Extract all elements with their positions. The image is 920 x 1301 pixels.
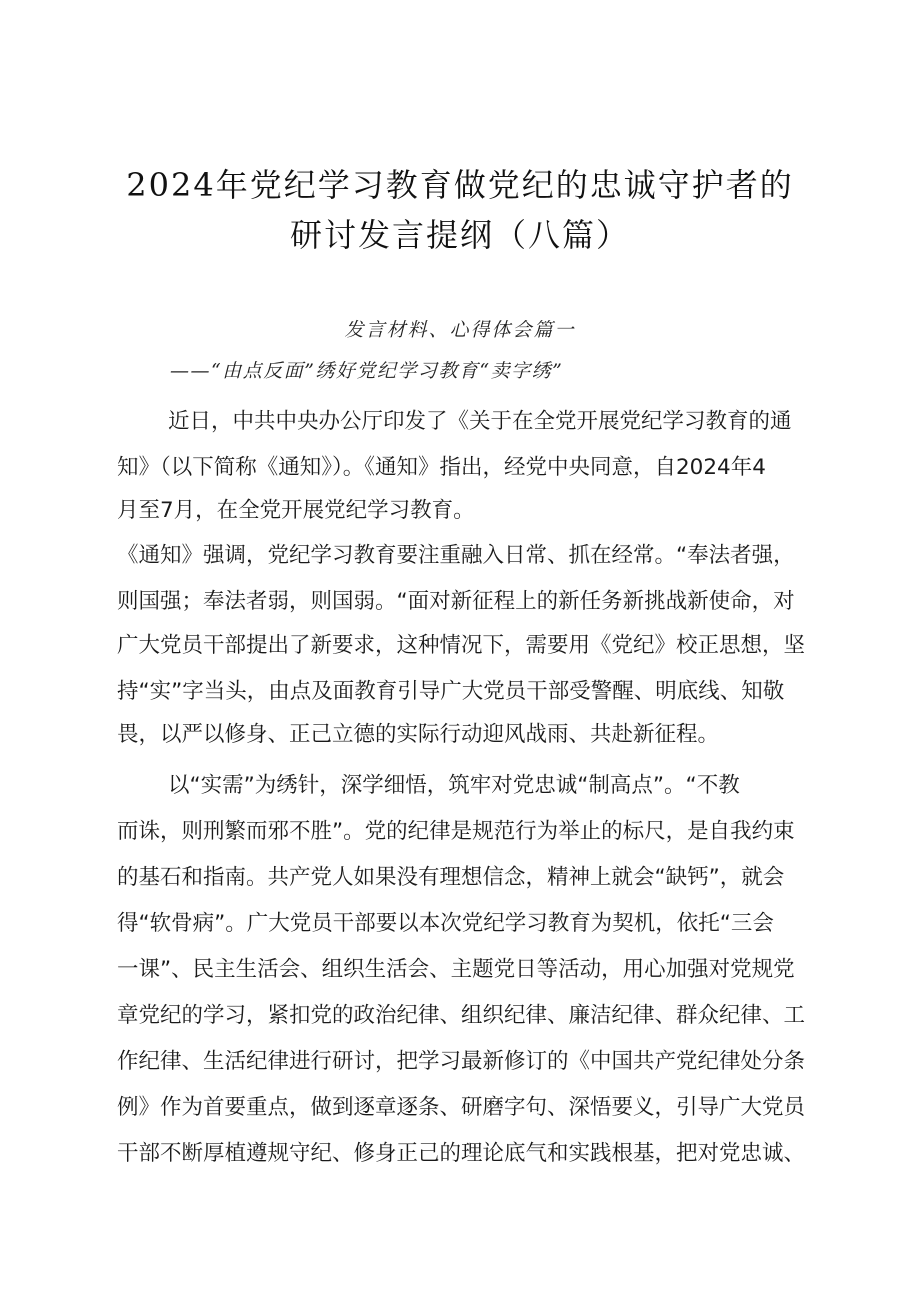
body-line: 例》作为首要重点，做到逐章逐条、研磨字句、深悟要义，引导广大党员: [117, 1095, 806, 1120]
body-line: 持“实”字当头，由点及面教育引导广大党员干部受警醒、明底线、知敬: [117, 679, 785, 704]
document-title-line-1: 2024年党纪学习教育做党纪的忠诚守护者的: [126, 166, 794, 204]
body-line: 则国强；奉法者弱，则国弱。“面对新征程上的新任务新挑战新使命，对: [117, 589, 795, 614]
body-line: 一课”、民主生活会、组织生活会、主题党日等活动，用心加强对党规党: [117, 957, 795, 982]
body-line: 而诛，则刑繁而邪不胜”。党的纪律是规范行为举止的标尺，是自我约束: [117, 819, 795, 844]
body-line: 月至7月，在全党开展党纪学习教育。: [117, 498, 475, 523]
body-line: 得“软骨病”。广大党员干部要以本次党纪学习教育为契机，依托“三会: [117, 911, 774, 936]
section-heading: 发言材料、心得体会篇一: [344, 319, 576, 341]
document-title-line-2: 研讨发言提纲（八篇）: [289, 216, 630, 254]
body-line: 知》（以下简称《通知》）。《通知》指出，经党中央同意，自2024年4: [117, 455, 766, 480]
body-line: 畏，以严以修身、正己立德的实际行动迎风战雨、共赴新征程。: [117, 722, 720, 747]
body-line: 作纪律、生活纪律进行研讨，把学习最新修订的《中国共产党纪律处分条: [117, 1049, 806, 1074]
section-subtitle: ——“由点反面”绣好党纪学习教育“卖字绣”: [170, 360, 564, 382]
body-line: 《通知》强调，党纪学习教育要注重融入日常、抓在经常。“奉法者强，: [117, 543, 795, 568]
body-line: 的基石和指南。共产党人如果没有理想信念，精神上就会“缺钙”，就会: [117, 865, 785, 890]
body-line: 章党纪的学习，紧扣党的政治纪律、组织纪律、廉洁纪律、群众纪律、工: [117, 1003, 806, 1028]
body-line: 干部不断厚植遵规守纪、修身正己的理论底气和实践根基，把对党忠诚、: [117, 1141, 806, 1166]
body-line: 以“实需”为绣针，深学细悟，筑牢对党忠诚“制高点”。“不教: [168, 773, 740, 798]
body-line: 广大党员干部提出了新要求，这种情况下，需要用《党纪》校正思想，坚: [117, 633, 806, 658]
body-line: 近日，中共中央办公厅印发了《关于在全党开展党纪学习教育的通: [168, 409, 792, 434]
